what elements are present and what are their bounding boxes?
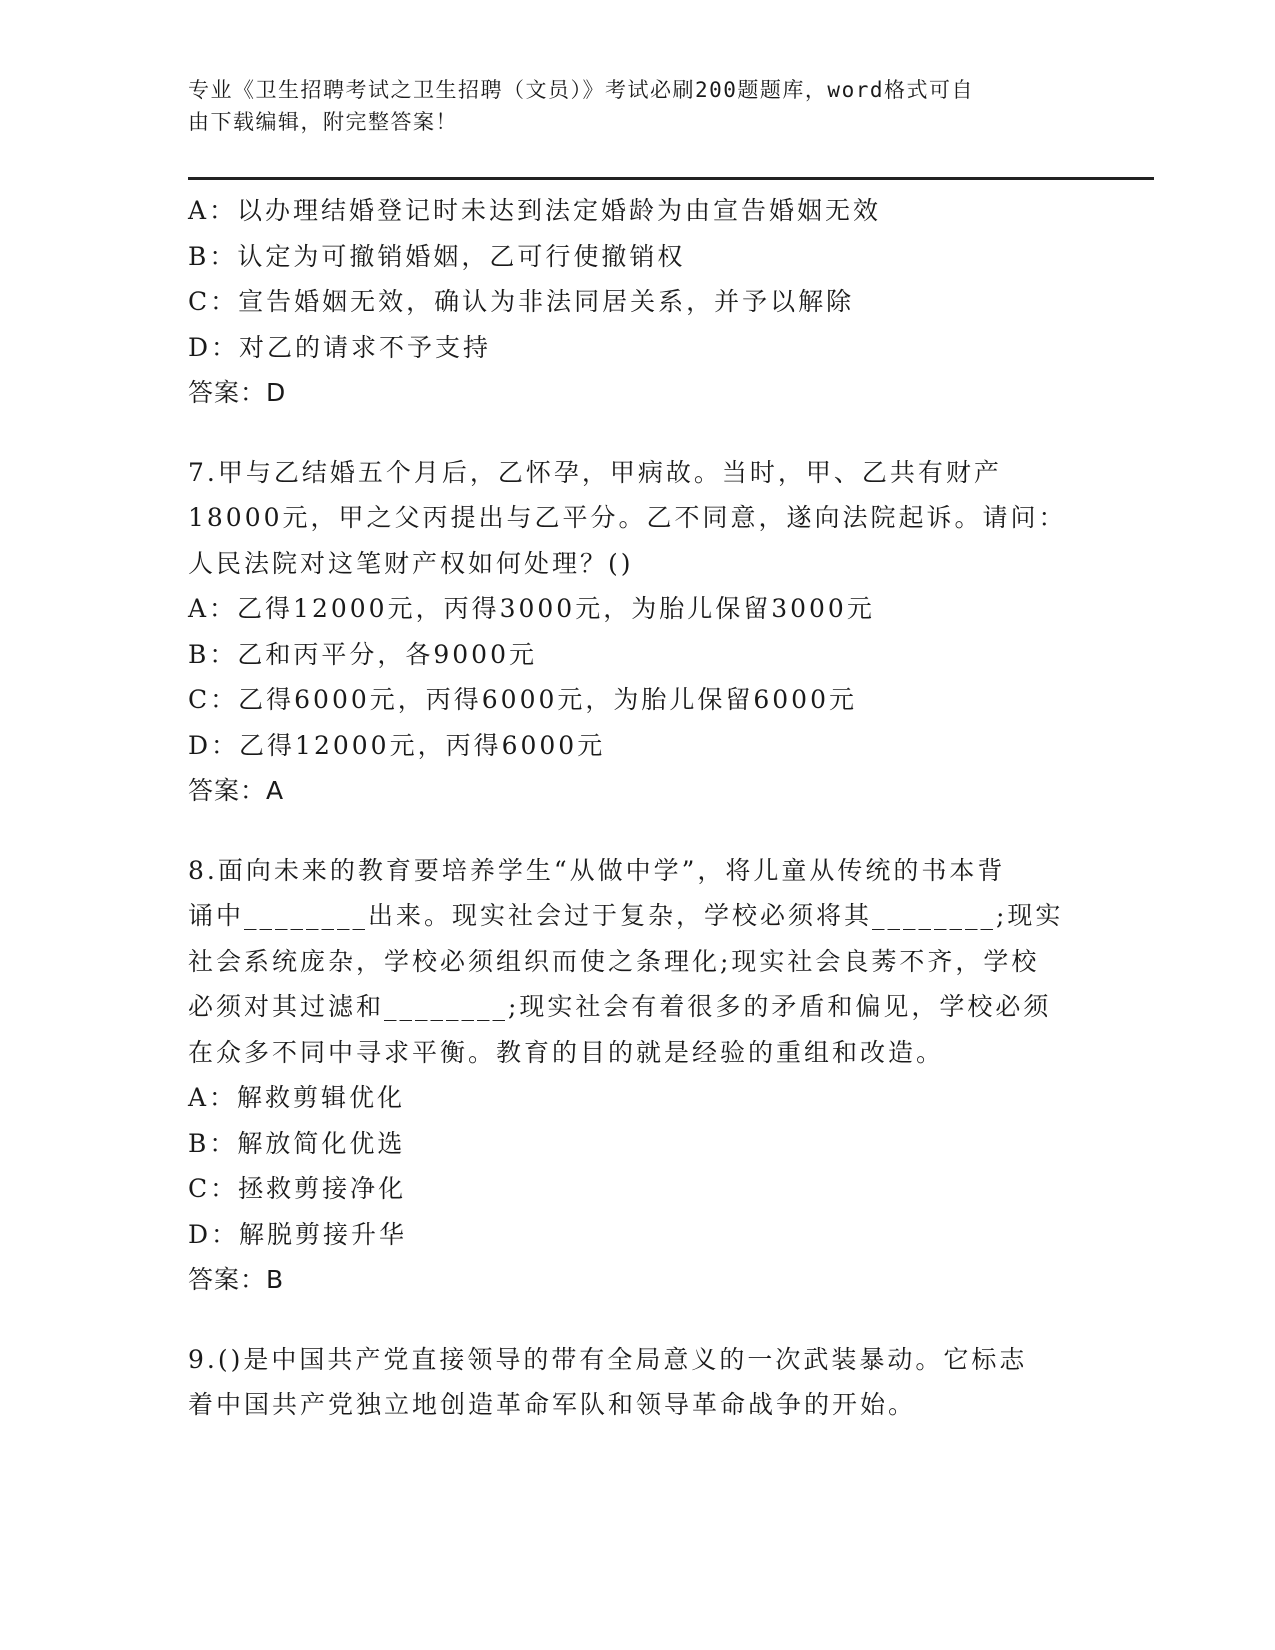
q8-stem-line-1: 8.面向未来的教育要培养学生“从做中学”，将儿童从传统的书本背 <box>188 855 1006 885</box>
question-7-block <box>188 450 1088 814</box>
q6-answer: 答案：D <box>188 378 287 407</box>
header-line-1: 专业《卫生招聘考试之卫生招聘（文员）》考试必刷200题题库，word格式可自 <box>188 78 974 102</box>
document-header <box>188 74 1088 138</box>
spacer <box>188 814 1088 848</box>
header-divider <box>188 177 1154 180</box>
q9-stem-line-2: 着中国共产党独立地创造革命军队和领导革命战争的开始。 <box>188 1390 917 1419</box>
spacer <box>188 1303 1088 1337</box>
q6-option-a: A：以办理结婚登记时未达到法定婚龄为由宣告婚姻无效 <box>188 196 882 225</box>
question-6-block <box>188 188 1088 416</box>
q8-stem-line-5: 在众多不同中寻求平衡。教育的目的就是经验的重组和改造。 <box>188 1037 945 1067</box>
q8-stem-line-4: 必须对其过滤和________;现实社会有着很多的矛盾和偏见，学校必须 <box>188 992 1052 1021</box>
q8-stem-line-2: 诵中________出来。现实社会过于复杂，学校必须将其________;现实 <box>188 901 1064 930</box>
q7-stem-line-3: 人民法院对这笔财产权如何处理？() <box>188 548 634 578</box>
q8-stem-line-3: 社会系统庞杂，学校必须组织而使之条理化;现实社会良莠不齐，学校 <box>188 946 1040 976</box>
q6-option-d: D：对乙的请求不予支持 <box>188 332 492 362</box>
q8-option-c: C：拯救剪接净化 <box>188 1174 407 1203</box>
q6-option-b: B：认定为可撤销婚姻，乙可行使撤销权 <box>188 241 686 271</box>
q7-option-a: A：乙得12000元，丙得3000元，为胎儿保留3000元 <box>188 594 875 623</box>
q7-answer: 答案：A <box>188 776 285 805</box>
q8-option-a: A：解救剪辑优化 <box>188 1083 406 1112</box>
header-line-2: 由下载编辑，附完整答案！ <box>188 110 458 134</box>
q8-option-d: D：解脱剪接升华 <box>188 1219 408 1249</box>
question-8-block <box>188 848 1088 1303</box>
q7-stem-line-2: 18000元，甲之父丙提出与乙平分。乙不同意，遂向法院起诉。请问： <box>188 503 1067 532</box>
q7-stem-line-1: 7.甲与乙结婚五个月后，乙怀孕，甲病故。当时，甲、乙共有财产 <box>188 457 1002 487</box>
q7-option-c: C：乙得6000元，丙得6000元，为胎儿保留6000元 <box>188 685 857 714</box>
q7-option-d: D：乙得12000元，丙得6000元 <box>188 730 606 760</box>
q8-answer: 答案：B <box>188 1265 285 1294</box>
q7-option-b: B：乙和丙平分，各9000元 <box>188 639 537 669</box>
question-9-block <box>188 1337 1088 1428</box>
q9-stem-line-1: 9.()是中国共产党直接领导的带有全局意义的一次武装暴动。它标志 <box>188 1344 1028 1374</box>
document-body <box>188 188 1088 1428</box>
q8-option-b: B：解放简化优选 <box>188 1128 406 1158</box>
spacer <box>188 416 1088 450</box>
q6-option-c: C：宣告婚姻无效，确认为非法同居关系，并予以解除 <box>188 287 855 316</box>
